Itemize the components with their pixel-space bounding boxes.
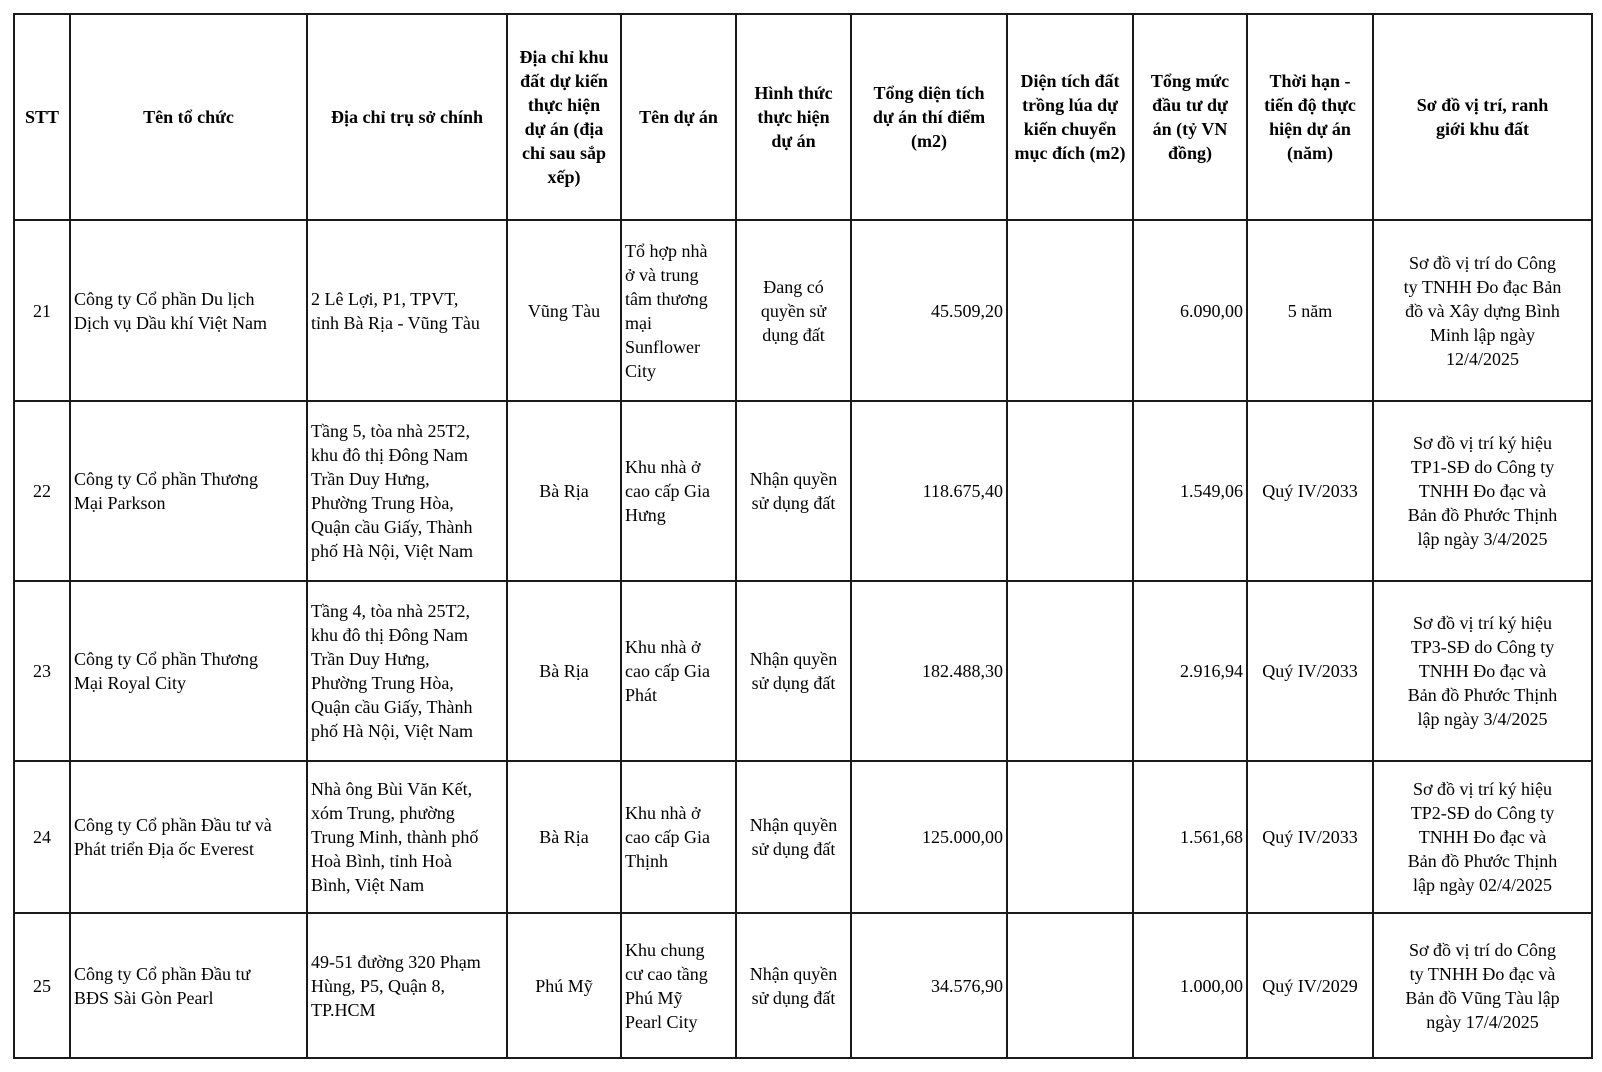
form-cell-line: sử dụng đất bbox=[751, 493, 836, 513]
header-rice-land-line: mục đích (m2) bbox=[1014, 143, 1126, 163]
total-area-cell: 34.576,90 bbox=[851, 913, 1007, 1058]
investment-cell: 2.916,94 bbox=[1133, 581, 1247, 761]
header-stt: STT bbox=[14, 14, 70, 220]
table-row bbox=[14, 220, 1592, 401]
head-office-cell-line: Trần Duy Hưng, bbox=[311, 469, 430, 489]
form-cell-line: dụng đất bbox=[762, 324, 825, 345]
form-cell-line: sử dụng đất bbox=[751, 673, 836, 693]
head-office-cell-line: TP.HCM bbox=[311, 999, 376, 1020]
header-investment-line: án (tỷ VN bbox=[1152, 119, 1228, 139]
site-plan-cell-line: đồ và Xây dựng Bình bbox=[1405, 300, 1560, 321]
site-plan-cell-line: TNHH Đo đạc và bbox=[1418, 827, 1547, 847]
site-plan-cell-line: Sơ đồ vị trí do Công bbox=[1408, 939, 1557, 960]
organization-cell-line: Công ty Cổ phần Đầu tư bbox=[74, 963, 251, 984]
head-office-cell-line: Trung Minh, thành phố bbox=[311, 827, 479, 847]
total-area-cell: 45.509,20 bbox=[851, 220, 1007, 401]
project-name-cell-line: Khu nhà ở bbox=[625, 457, 701, 477]
header-land-address-line: Địa chỉ khu bbox=[519, 47, 609, 67]
organization-cell-line: BĐS Sài Gòn Pearl bbox=[74, 987, 214, 1008]
head-office-cell-line: Phường Trung Hòa, bbox=[311, 493, 454, 513]
form-cell-line: Nhận quyền bbox=[749, 649, 838, 669]
duration-cell: Quý IV/2033 bbox=[1247, 581, 1373, 761]
head-office-cell-line: Tầng 4, tòa nhà 25T2, bbox=[311, 601, 470, 621]
project-name-cell-line: Khu chung bbox=[625, 939, 705, 960]
head-office-cell bbox=[307, 581, 507, 761]
header-investment-line: Tổng mức bbox=[1150, 71, 1230, 91]
header-total-area-line: Tổng diện tích bbox=[873, 83, 985, 103]
header-rice-land-line: kiến chuyển bbox=[1023, 119, 1117, 139]
project-name-cell-line: Khu nhà ở bbox=[625, 637, 701, 657]
header-duration-line: Thời hạn - bbox=[1269, 71, 1351, 91]
duration-cell: 5 năm bbox=[1247, 220, 1373, 401]
project-name-cell-line: Khu nhà ở bbox=[625, 803, 701, 823]
form-cell bbox=[736, 913, 851, 1058]
stt-cell: 22 bbox=[14, 401, 70, 581]
header-duration-line: tiến độ thực bbox=[1264, 95, 1356, 115]
form-cell-line: Nhận quyền bbox=[749, 963, 838, 984]
site-plan-cell-line: lập ngày 02/4/2025 bbox=[1413, 875, 1552, 895]
header-site-plan-line: giới khu đất bbox=[1435, 119, 1529, 139]
site-plan-cell bbox=[1373, 913, 1592, 1058]
project-name-cell-line: cao cấp Gia bbox=[625, 481, 710, 501]
header-form-line: thực hiện bbox=[757, 107, 830, 127]
table-row bbox=[14, 913, 1592, 1058]
project-name-cell-line: City bbox=[625, 360, 657, 381]
head-office-cell-line: phố Hà Nội, Việt Nam bbox=[311, 721, 474, 741]
table-row bbox=[14, 401, 1592, 581]
organization-cell bbox=[70, 581, 307, 761]
stt-cell: 24 bbox=[14, 761, 70, 913]
organization-cell-line: Mại Parkson bbox=[74, 493, 166, 513]
header-duration-line: (năm) bbox=[1287, 143, 1333, 163]
header-form bbox=[736, 14, 851, 220]
header-total-area-line: (m2) bbox=[911, 131, 947, 151]
form-cell bbox=[736, 401, 851, 581]
site-plan-cell-line: Minh lập ngày bbox=[1430, 324, 1535, 345]
head-office-cell-line: Quận cầu Giấy, Thành bbox=[311, 697, 473, 717]
project-name-cell-line: tâm thương bbox=[625, 288, 708, 309]
organization-cell bbox=[70, 913, 307, 1058]
duration-cell: Quý IV/2033 bbox=[1247, 401, 1373, 581]
header-row bbox=[14, 14, 1592, 220]
stt-cell: 23 bbox=[14, 581, 70, 761]
header-total-area-line: dự án thí điểm bbox=[872, 107, 986, 127]
head-office-cell-line: Phường Trung Hòa, bbox=[311, 673, 454, 693]
rice-land-cell bbox=[1007, 913, 1133, 1058]
site-plan-cell bbox=[1373, 761, 1592, 913]
site-plan-cell-line: TNHH Đo đạc và bbox=[1418, 481, 1547, 501]
header-investment bbox=[1133, 14, 1247, 220]
header-rice-land bbox=[1007, 14, 1133, 220]
header-form-line: Hình thức bbox=[754, 83, 833, 103]
header-duration bbox=[1247, 14, 1373, 220]
investment-cell: 1.561,68 bbox=[1133, 761, 1247, 913]
rice-land-cell bbox=[1007, 761, 1133, 913]
project-name-cell-line: Thịnh bbox=[625, 851, 668, 871]
header-rice-land-line: trồng lúa dự bbox=[1022, 95, 1118, 115]
header-land-address-line: dự án (địa bbox=[524, 119, 604, 139]
total-area-cell: 125.000,00 bbox=[851, 761, 1007, 913]
head-office-cell-line: xóm Trung, phường bbox=[311, 803, 455, 823]
rice-land-cell bbox=[1007, 220, 1133, 401]
project-name-cell-line: ở và trung bbox=[625, 264, 699, 285]
site-plan-cell-line: Bản đồ Vũng Tàu lập bbox=[1405, 987, 1560, 1008]
organization-cell bbox=[70, 761, 307, 913]
header-site-plan bbox=[1373, 14, 1592, 220]
organization-cell-line: Công ty Cổ phần Thương bbox=[74, 469, 258, 489]
site-plan-cell-line: Sơ đồ vị trí ký hiệu bbox=[1412, 433, 1553, 453]
project-name-cell bbox=[621, 401, 736, 581]
form-cell-line: Nhận quyền bbox=[749, 815, 838, 835]
site-plan-cell-line: Sơ đồ vị trí ký hiệu bbox=[1412, 613, 1553, 633]
header-site-plan-line: Sơ đồ vị trí, ranh bbox=[1416, 95, 1549, 115]
land-address-cell: Bà Rịa bbox=[507, 581, 621, 761]
site-plan-cell-line: Sơ đồ vị trí ký hiệu bbox=[1412, 779, 1553, 799]
site-plan-cell-line: lập ngày 3/4/2025 bbox=[1417, 709, 1548, 729]
form-cell-line: sử dụng đất bbox=[751, 987, 836, 1008]
organization-cell-line: Phát triển Địa ốc Everest bbox=[74, 839, 254, 859]
stt-cell: 25 bbox=[14, 913, 70, 1058]
site-plan-cell bbox=[1373, 220, 1592, 401]
table-row bbox=[14, 761, 1592, 913]
header-land-address-line: xếp) bbox=[547, 167, 581, 187]
site-plan-cell-line: TP1-SĐ do Công ty bbox=[1410, 457, 1555, 477]
header-organization: Tên tổ chức bbox=[70, 14, 307, 220]
rice-land-cell bbox=[1007, 581, 1133, 761]
head-office-cell-line: phố Hà Nội, Việt Nam bbox=[311, 541, 474, 561]
site-plan-cell-line: ty TNHH Đo đạc Bản bbox=[1403, 276, 1562, 297]
stt-cell: 21 bbox=[14, 220, 70, 401]
header-land-address bbox=[507, 14, 621, 220]
site-plan-cell-line: ngày 17/4/2025 bbox=[1426, 1011, 1539, 1032]
header-form-line: dự án bbox=[771, 131, 816, 151]
form-cell-line: quyền sử bbox=[760, 300, 827, 321]
project-name-cell-line: cao cấp Gia bbox=[625, 827, 710, 847]
form-cell bbox=[736, 761, 851, 913]
header-investment-line: đồng) bbox=[1167, 143, 1212, 163]
land-address-cell: Phú Mỹ bbox=[507, 913, 621, 1058]
project-name-cell-line: cao cấp Gia bbox=[625, 661, 710, 681]
header-investment-line: đầu tư dự bbox=[1152, 95, 1228, 115]
site-plan-cell-line: TNHH Đo đạc và bbox=[1418, 661, 1547, 681]
site-plan-cell-line: Bản đồ Phước Thịnh bbox=[1407, 505, 1558, 525]
duration-cell: Quý IV/2029 bbox=[1247, 913, 1373, 1058]
table-row bbox=[14, 581, 1592, 761]
head-office-cell-line: Quận cầu Giấy, Thành bbox=[311, 517, 473, 537]
project-name-cell-line: Hưng bbox=[625, 505, 666, 525]
project-name-cell-line: Phú Mỹ bbox=[625, 987, 683, 1008]
site-plan-cell-line: ty TNHH Đo đạc và bbox=[1409, 963, 1556, 984]
header-rice-land-line: Diện tích đất bbox=[1020, 71, 1120, 91]
total-area-cell: 182.488,30 bbox=[851, 581, 1007, 761]
organization-cell bbox=[70, 220, 307, 401]
investment-cell: 1.549,06 bbox=[1133, 401, 1247, 581]
investment-cell: 1.000,00 bbox=[1133, 913, 1247, 1058]
head-office-cell bbox=[307, 913, 507, 1058]
site-plan-cell-line: Sơ đồ vị trí do Công bbox=[1408, 252, 1557, 273]
project-name-cell-line: cư cao tầng bbox=[625, 963, 708, 984]
projects-table bbox=[13, 13, 1593, 1059]
head-office-cell-line: khu đô thị Đông Nam bbox=[311, 625, 468, 645]
duration-cell: Quý IV/2033 bbox=[1247, 761, 1373, 913]
organization-cell bbox=[70, 401, 307, 581]
head-office-cell-line: Hùng, P5, Quận 8, bbox=[311, 975, 445, 996]
site-plan-cell-line: TP3-SĐ do Công ty bbox=[1410, 637, 1555, 657]
header-duration-line: hiện dự án bbox=[1269, 119, 1351, 139]
head-office-cell-line: Nhà ông Bùi Văn Kết, bbox=[311, 779, 473, 799]
organization-cell-line: Công ty Cổ phần Du lịch bbox=[74, 288, 255, 309]
project-name-cell bbox=[621, 220, 736, 401]
project-name-cell-line: mại bbox=[625, 312, 652, 333]
project-name-cell bbox=[621, 913, 736, 1058]
organization-cell-line: Công ty Cổ phần Thương bbox=[74, 649, 258, 669]
head-office-cell-line: Trần Duy Hưng, bbox=[311, 649, 430, 669]
head-office-cell bbox=[307, 761, 507, 913]
site-plan-cell bbox=[1373, 581, 1592, 761]
head-office-cell bbox=[307, 401, 507, 581]
site-plan-cell bbox=[1373, 401, 1592, 581]
land-address-cell: Bà Rịa bbox=[507, 401, 621, 581]
project-name-cell-line: Phát bbox=[625, 685, 658, 705]
header-land-address-line: chỉ sau sắp bbox=[521, 143, 607, 163]
head-office-cell bbox=[307, 220, 507, 401]
header-head-office: Địa chỉ trụ sở chính bbox=[307, 14, 507, 220]
form-cell-line: sử dụng đất bbox=[751, 839, 836, 859]
head-office-cell-line: 2 Lê Lợi, P1, TPVT, bbox=[311, 288, 459, 309]
total-area-cell: 118.675,40 bbox=[851, 401, 1007, 581]
site-plan-cell-line: Bản đồ Phước Thịnh bbox=[1407, 851, 1558, 871]
header-land-address-line: thực hiện bbox=[527, 95, 601, 115]
project-name-cell-line: Sunflower bbox=[625, 336, 700, 357]
land-address-cell: Bà Rịa bbox=[507, 761, 621, 913]
project-name-cell bbox=[621, 581, 736, 761]
head-office-cell-line: khu đô thị Đông Nam bbox=[311, 445, 468, 465]
header-total-area bbox=[851, 14, 1007, 220]
site-plan-cell-line: Bản đồ Phước Thịnh bbox=[1407, 685, 1558, 705]
site-plan-cell-line: lập ngày 3/4/2025 bbox=[1417, 529, 1548, 549]
rice-land-cell bbox=[1007, 401, 1133, 581]
organization-cell-line: Mại Royal City bbox=[74, 673, 186, 693]
head-office-cell-line: Bình, Việt Nam bbox=[311, 875, 425, 895]
head-office-cell-line: tỉnh Bà Rịa - Vũng Tàu bbox=[311, 312, 480, 333]
head-office-cell-line: Tầng 5, tòa nhà 25T2, bbox=[311, 421, 470, 441]
investment-cell: 6.090,00 bbox=[1133, 220, 1247, 401]
form-cell bbox=[736, 581, 851, 761]
land-address-cell: Vũng Tàu bbox=[507, 220, 621, 401]
form-cell bbox=[736, 220, 851, 401]
header-land-address-line: đất dự kiến bbox=[520, 71, 608, 91]
form-cell-line: Đang có bbox=[763, 276, 824, 297]
organization-cell-line: Công ty Cổ phần Đầu tư và bbox=[74, 815, 272, 835]
form-cell-line: Nhận quyền bbox=[749, 469, 838, 489]
project-name-cell bbox=[621, 761, 736, 913]
head-office-cell-line: Hoà Bình, tỉnh Hoà bbox=[311, 851, 452, 871]
site-plan-cell-line: TP2-SĐ do Công ty bbox=[1410, 803, 1555, 823]
header-project-name: Tên dự án bbox=[621, 14, 736, 220]
head-office-cell-line: 49-51 đường 320 Phạm bbox=[311, 951, 481, 972]
site-plan-cell-line: 12/4/2025 bbox=[1445, 348, 1519, 369]
organization-cell-line: Dịch vụ Dầu khí Việt Nam bbox=[74, 312, 268, 333]
project-name-cell-line: Pearl City bbox=[625, 1011, 698, 1032]
project-name-cell-line: Tổ hợp nhà bbox=[625, 240, 708, 261]
